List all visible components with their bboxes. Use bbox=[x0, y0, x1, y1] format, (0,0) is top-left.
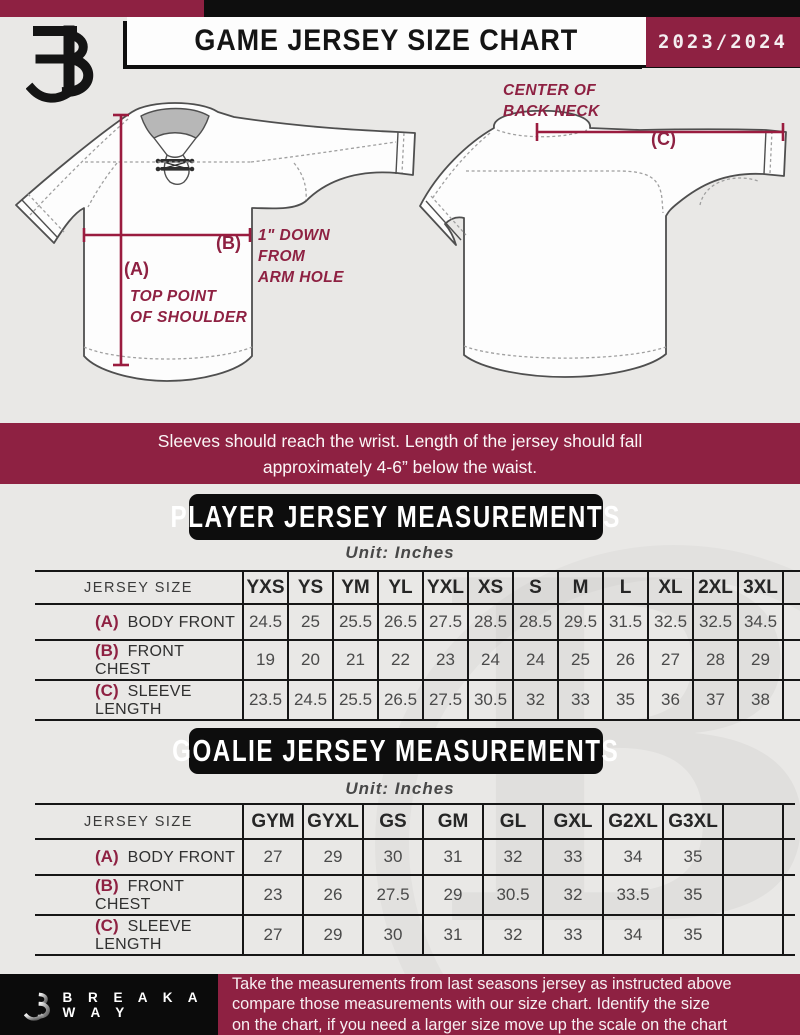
row-header bbox=[35, 640, 243, 680]
size-value-cell: 27.5 bbox=[423, 680, 468, 720]
size-column-header: GYXL bbox=[303, 804, 363, 839]
size-column-header: G3XL bbox=[663, 804, 723, 839]
caption-c: CENTER OF BACK NECK bbox=[503, 82, 600, 120]
size-value-cell: 38 bbox=[738, 680, 783, 720]
table-corner-label: JERSEY SIZE bbox=[84, 813, 193, 830]
size-column-header: XL bbox=[648, 571, 693, 604]
size-value-cell: 35 bbox=[603, 680, 648, 720]
size-value-cell: 22 bbox=[378, 640, 423, 680]
size-value-cell: 27 bbox=[243, 915, 303, 955]
size-value-cell bbox=[723, 839, 783, 875]
size-value-cell: 32 bbox=[483, 915, 543, 955]
row-key: (B) bbox=[95, 641, 119, 660]
table-overhang bbox=[783, 640, 800, 680]
table-overhang bbox=[783, 680, 800, 720]
player-section-banner bbox=[170, 494, 622, 540]
page-title: GAME JERSEY SIZE CHART bbox=[194, 24, 579, 57]
season-text: 2023/2024 bbox=[658, 31, 788, 53]
size-column-header: GS bbox=[363, 804, 423, 839]
caption-a: TOP POINT OF SHOULDER bbox=[130, 288, 248, 326]
size-column-header: GM bbox=[423, 804, 483, 839]
size-value-cell: 24 bbox=[468, 640, 513, 680]
size-value-cell: 26.5 bbox=[378, 680, 423, 720]
label-b: (B) bbox=[216, 233, 241, 253]
label-a: (A) bbox=[124, 259, 149, 279]
size-value-cell: 31.5 bbox=[603, 604, 648, 640]
size-column-header: YM bbox=[333, 571, 378, 604]
row-header bbox=[35, 875, 243, 915]
size-value-cell: 29 bbox=[423, 875, 483, 915]
size-column-header: M bbox=[558, 571, 603, 604]
footer-note-line-1: Take the measurements from last seasons jersey as instructed above bbox=[232, 974, 732, 993]
player-banner-text: PLAYER JERSEY MEASUREMENTS bbox=[170, 499, 622, 534]
notice-line-2: approximately 4-6” below the waist. bbox=[262, 456, 538, 477]
size-value-cell: 24 bbox=[513, 640, 558, 680]
size-value-cell: 34 bbox=[603, 839, 663, 875]
size-value-cell: 33 bbox=[543, 915, 603, 955]
footer-brand-block bbox=[0, 974, 218, 1035]
size-value-cell: 23.5 bbox=[243, 680, 288, 720]
size-column-header: L bbox=[603, 571, 648, 604]
size-value-cell: 26 bbox=[303, 875, 363, 915]
table-overhang bbox=[783, 875, 795, 915]
row-label: SLEEVE LENGTH bbox=[95, 683, 192, 718]
row-header bbox=[35, 604, 243, 640]
size-column-header: 2XL bbox=[693, 571, 738, 604]
size-value-cell: 26 bbox=[603, 640, 648, 680]
row-label: FRONT CHEST bbox=[95, 643, 184, 678]
goalie-unit-label: Unit: Inches bbox=[345, 779, 455, 798]
goalie-banner-text: GOALIE JERSEY MEASUREMENTS bbox=[172, 733, 620, 768]
size-value-cell: 34.5 bbox=[738, 604, 783, 640]
size-value-cell: 34 bbox=[603, 915, 663, 955]
size-value-cell: 31 bbox=[423, 915, 483, 955]
header-maroon-stripe bbox=[0, 0, 204, 17]
row-key: (A) bbox=[95, 847, 119, 866]
size-value-cell: 36 bbox=[648, 680, 693, 720]
size-value-cell: 28 bbox=[693, 640, 738, 680]
season-badge bbox=[646, 17, 800, 67]
size-column-header: S bbox=[513, 571, 558, 604]
jersey-diagrams bbox=[0, 75, 800, 425]
footer-note bbox=[218, 974, 800, 1035]
size-column-header: YXL bbox=[423, 571, 468, 604]
size-value-cell: 37 bbox=[693, 680, 738, 720]
table-overhang bbox=[783, 604, 800, 640]
size-value-cell: 25.5 bbox=[333, 604, 378, 640]
size-value-cell: 32 bbox=[543, 875, 603, 915]
size-value-cell: 29 bbox=[303, 915, 363, 955]
row-header bbox=[35, 680, 243, 720]
notice-line-1: Sleeves should reach the wrist. Length of the jersey should fall bbox=[157, 430, 643, 451]
size-column-header: 3XL bbox=[738, 571, 783, 604]
size-column-header: XS bbox=[468, 571, 513, 604]
size-value-cell: 32.5 bbox=[648, 604, 693, 640]
size-value-cell: 26.5 bbox=[378, 604, 423, 640]
size-value-cell: 32.5 bbox=[693, 604, 738, 640]
size-column-header bbox=[723, 804, 783, 839]
size-value-cell: 24.5 bbox=[288, 680, 333, 720]
size-column-header: YXS bbox=[243, 571, 288, 604]
row-label: BODY FRONT bbox=[127, 614, 236, 631]
row-header bbox=[35, 915, 243, 955]
size-column-header: YS bbox=[288, 571, 333, 604]
row-header bbox=[35, 839, 243, 875]
size-value-cell: 28.5 bbox=[513, 604, 558, 640]
row-label: BODY FRONT bbox=[127, 849, 236, 866]
size-value-cell: 28.5 bbox=[468, 604, 513, 640]
table-overhang bbox=[783, 804, 795, 839]
table-overhang bbox=[783, 839, 795, 875]
row-key: (A) bbox=[95, 612, 119, 631]
size-value-cell: 29 bbox=[738, 640, 783, 680]
breakaway-b-icon bbox=[24, 982, 53, 1028]
label-c: (C) bbox=[651, 129, 676, 149]
size-value-cell: 23 bbox=[423, 640, 468, 680]
table-corner-label: JERSEY SIZE bbox=[84, 579, 193, 596]
size-value-cell: 27.5 bbox=[423, 604, 468, 640]
size-value-cell bbox=[723, 875, 783, 915]
size-value-cell: 32 bbox=[483, 839, 543, 875]
size-value-cell: 25 bbox=[558, 640, 603, 680]
size-value-cell: 30 bbox=[363, 915, 423, 955]
back-jersey-illustration bbox=[420, 111, 786, 377]
size-value-cell: 20 bbox=[288, 640, 333, 680]
size-value-cell: 35 bbox=[663, 839, 723, 875]
player-size-table bbox=[35, 570, 800, 721]
size-value-cell: 33.5 bbox=[603, 875, 663, 915]
size-value-cell: 25.5 bbox=[333, 680, 378, 720]
footer-note-line-2: compare those measurements with our size chart. Identify the size bbox=[232, 995, 710, 1014]
size-value-cell: 35 bbox=[663, 875, 723, 915]
row-label: SLEEVE LENGTH bbox=[95, 918, 192, 953]
size-value-cell: 29 bbox=[303, 839, 363, 875]
size-column-header: GYM bbox=[243, 804, 303, 839]
title-box bbox=[127, 17, 646, 65]
size-value-cell: 27 bbox=[243, 839, 303, 875]
size-value-cell: 29.5 bbox=[558, 604, 603, 640]
size-value-cell: 23 bbox=[243, 875, 303, 915]
size-value-cell: 27 bbox=[648, 640, 693, 680]
size-column-header: GXL bbox=[543, 804, 603, 839]
size-value-cell: 30.5 bbox=[483, 875, 543, 915]
size-value-cell: 21 bbox=[333, 640, 378, 680]
row-key: (B) bbox=[95, 876, 119, 895]
table-overhang bbox=[783, 571, 800, 604]
size-column-header: YL bbox=[378, 571, 423, 604]
size-value-cell bbox=[723, 915, 783, 955]
row-key: (C) bbox=[95, 681, 119, 700]
size-value-cell: 33 bbox=[543, 839, 603, 875]
size-value-cell: 32 bbox=[513, 680, 558, 720]
player-unit-label: Unit: Inches bbox=[345, 543, 455, 562]
size-value-cell: 30.5 bbox=[468, 680, 513, 720]
size-value-cell: 24.5 bbox=[243, 604, 288, 640]
size-value-cell: 30 bbox=[363, 839, 423, 875]
caption-b: 1" DOWN FROM ARM HOLE bbox=[258, 227, 344, 286]
notice-banner bbox=[0, 423, 800, 484]
size-value-cell: 27.5 bbox=[363, 875, 423, 915]
footer-note-line-3: on the chart, if you need a larger size move up the scale on the chart bbox=[232, 1015, 728, 1034]
size-value-cell: 19 bbox=[243, 640, 288, 680]
size-column-header: GL bbox=[483, 804, 543, 839]
size-value-cell: 35 bbox=[663, 915, 723, 955]
size-value-cell: 25 bbox=[288, 604, 333, 640]
size-column-header: G2XL bbox=[603, 804, 663, 839]
row-label: FRONT CHEST bbox=[95, 878, 184, 913]
size-value-cell: 33 bbox=[558, 680, 603, 720]
footer-brand-text: B R E A K A W A Y bbox=[62, 989, 204, 1020]
row-key: (C) bbox=[95, 916, 119, 935]
table-overhang bbox=[783, 915, 795, 955]
goalie-size-table bbox=[35, 803, 795, 956]
size-value-cell: 31 bbox=[423, 839, 483, 875]
goalie-section-banner bbox=[172, 728, 620, 774]
